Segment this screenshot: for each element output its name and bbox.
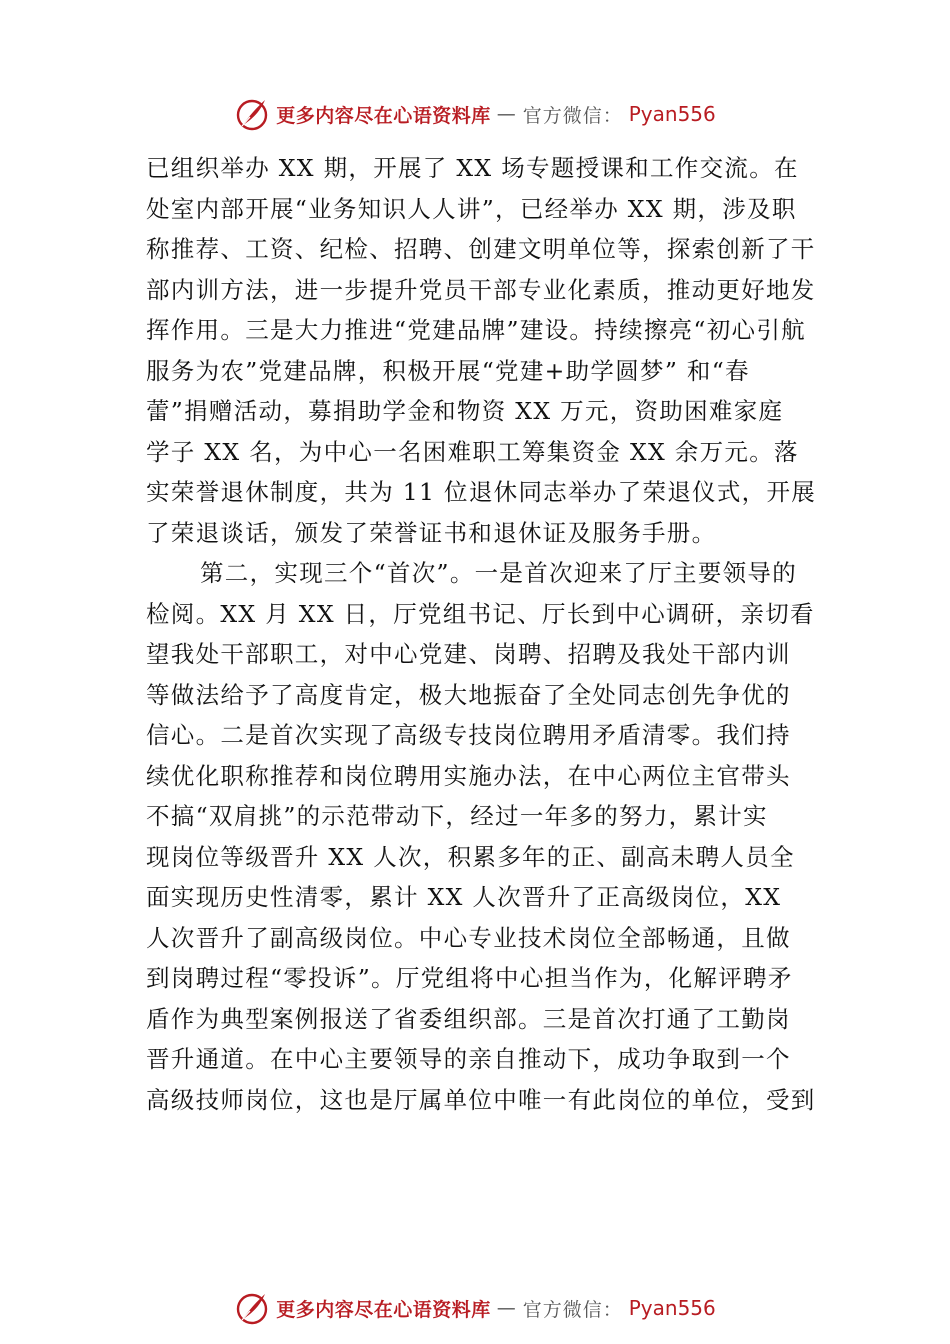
text-line: 实荣誉退休制度，共为 11 位退休同志举办了荣退仪式，开展 <box>146 478 817 506</box>
separator: — <box>496 103 517 125</box>
text-line: 不搞“双肩挑”的示范带动下，经过一年多的努力，累计实 <box>146 802 768 830</box>
text-line: 部内训方法，进一步提升党员干部专业化素质，推动更好地发 <box>146 275 816 304</box>
text-line: 人次晋升了副高级岗位。中心专业技术岗位全部畅通，且做 <box>146 923 791 952</box>
text-line: 蕾”捐赠活动，募捐助学金和物资 XX 万元，资助困难家庭 <box>146 397 784 425</box>
text-line: 续优化职称推荐和岗位聘用实施办法，在中心两位主官带头 <box>146 761 791 790</box>
wechat-id: Pyan556 <box>628 1296 716 1320</box>
text-line: 已组织举办 XX 期，开展了 XX 场专题授课和工作交流。在 <box>146 154 799 182</box>
brand-text: 更多内容尽在心语资料库 <box>276 104 491 127</box>
text-line: 望我处干部职工，对中心党建、岗聘、招聘及我处干部内训 <box>146 640 791 668</box>
text-line: 处室内部开展“业务知识人人讲”，已经举办 XX 期，涉及职 <box>146 194 797 223</box>
text-line: 信心。二是首次实现了高级专技岗位聘用矛盾清零。我们持 <box>146 721 791 749</box>
document-body <box>146 148 826 1120</box>
text-line: 晋升通道。在中心主要领导的亲自推动下，成功争取到一个 <box>146 1045 791 1073</box>
text-line: 了荣退谈话，颁发了荣誉证书和退休证及服务手册。 <box>146 518 717 547</box>
text-line: 检阅。XX 月 XX 日，厅党组书记、厅长到中心调研，亲切看 <box>146 599 815 628</box>
text-line: 学子 XX 名，为中心一名困难职工筹集资金 XX 余万元。落 <box>146 437 799 466</box>
text-line: 高级技师岗位，这也是厅属单位中唯一有此岗位的单位，受到 <box>146 1085 816 1114</box>
text-line: 等做法给予了高度肯定，极大地振奋了全处同志创先争优的 <box>146 680 791 709</box>
paragraph-start-line: 第二，实现三个“首次”。一是首次迎来了厅主要领导的 <box>200 559 798 587</box>
header-banner <box>0 94 950 134</box>
text-line: 盾作为典型案例报送了省委组织部。三是首次打通了工勤岗 <box>146 1004 791 1033</box>
text-line: 现岗位等级晋升 XX 人次，积累多年的正、副高未聘人员全 <box>146 842 795 871</box>
wechat-id: Pyan556 <box>628 102 716 126</box>
text-line: 服务为农”党建品牌，积极开展“党建+助学圆梦” 和“春 <box>146 356 750 385</box>
text-line: 挥作用。三是大力推进“党建品牌”建设。持续擦亮“初心引航 <box>146 316 806 344</box>
wechat-label: 官方微信： <box>522 104 623 127</box>
quill-logo-icon <box>234 96 270 132</box>
quill-logo-icon <box>234 1290 270 1326</box>
text-line: 称推荐、工资、纪检、招聘、创建文明单位等，探索创新了干 <box>146 235 816 263</box>
brand-text: 更多内容尽在心语资料库 <box>276 1298 491 1321</box>
separator: — <box>496 1297 517 1319</box>
footer-banner <box>0 1288 950 1328</box>
wechat-label: 官方微信： <box>522 1298 623 1321</box>
text-line: 面实现历史性清零，累计 XX 人次晋升了正高级岗位，XX <box>146 883 782 911</box>
text-line: 到岗聘过程“零投诉”。厅党组将中心担当作为，化解评聘矛 <box>146 964 793 992</box>
